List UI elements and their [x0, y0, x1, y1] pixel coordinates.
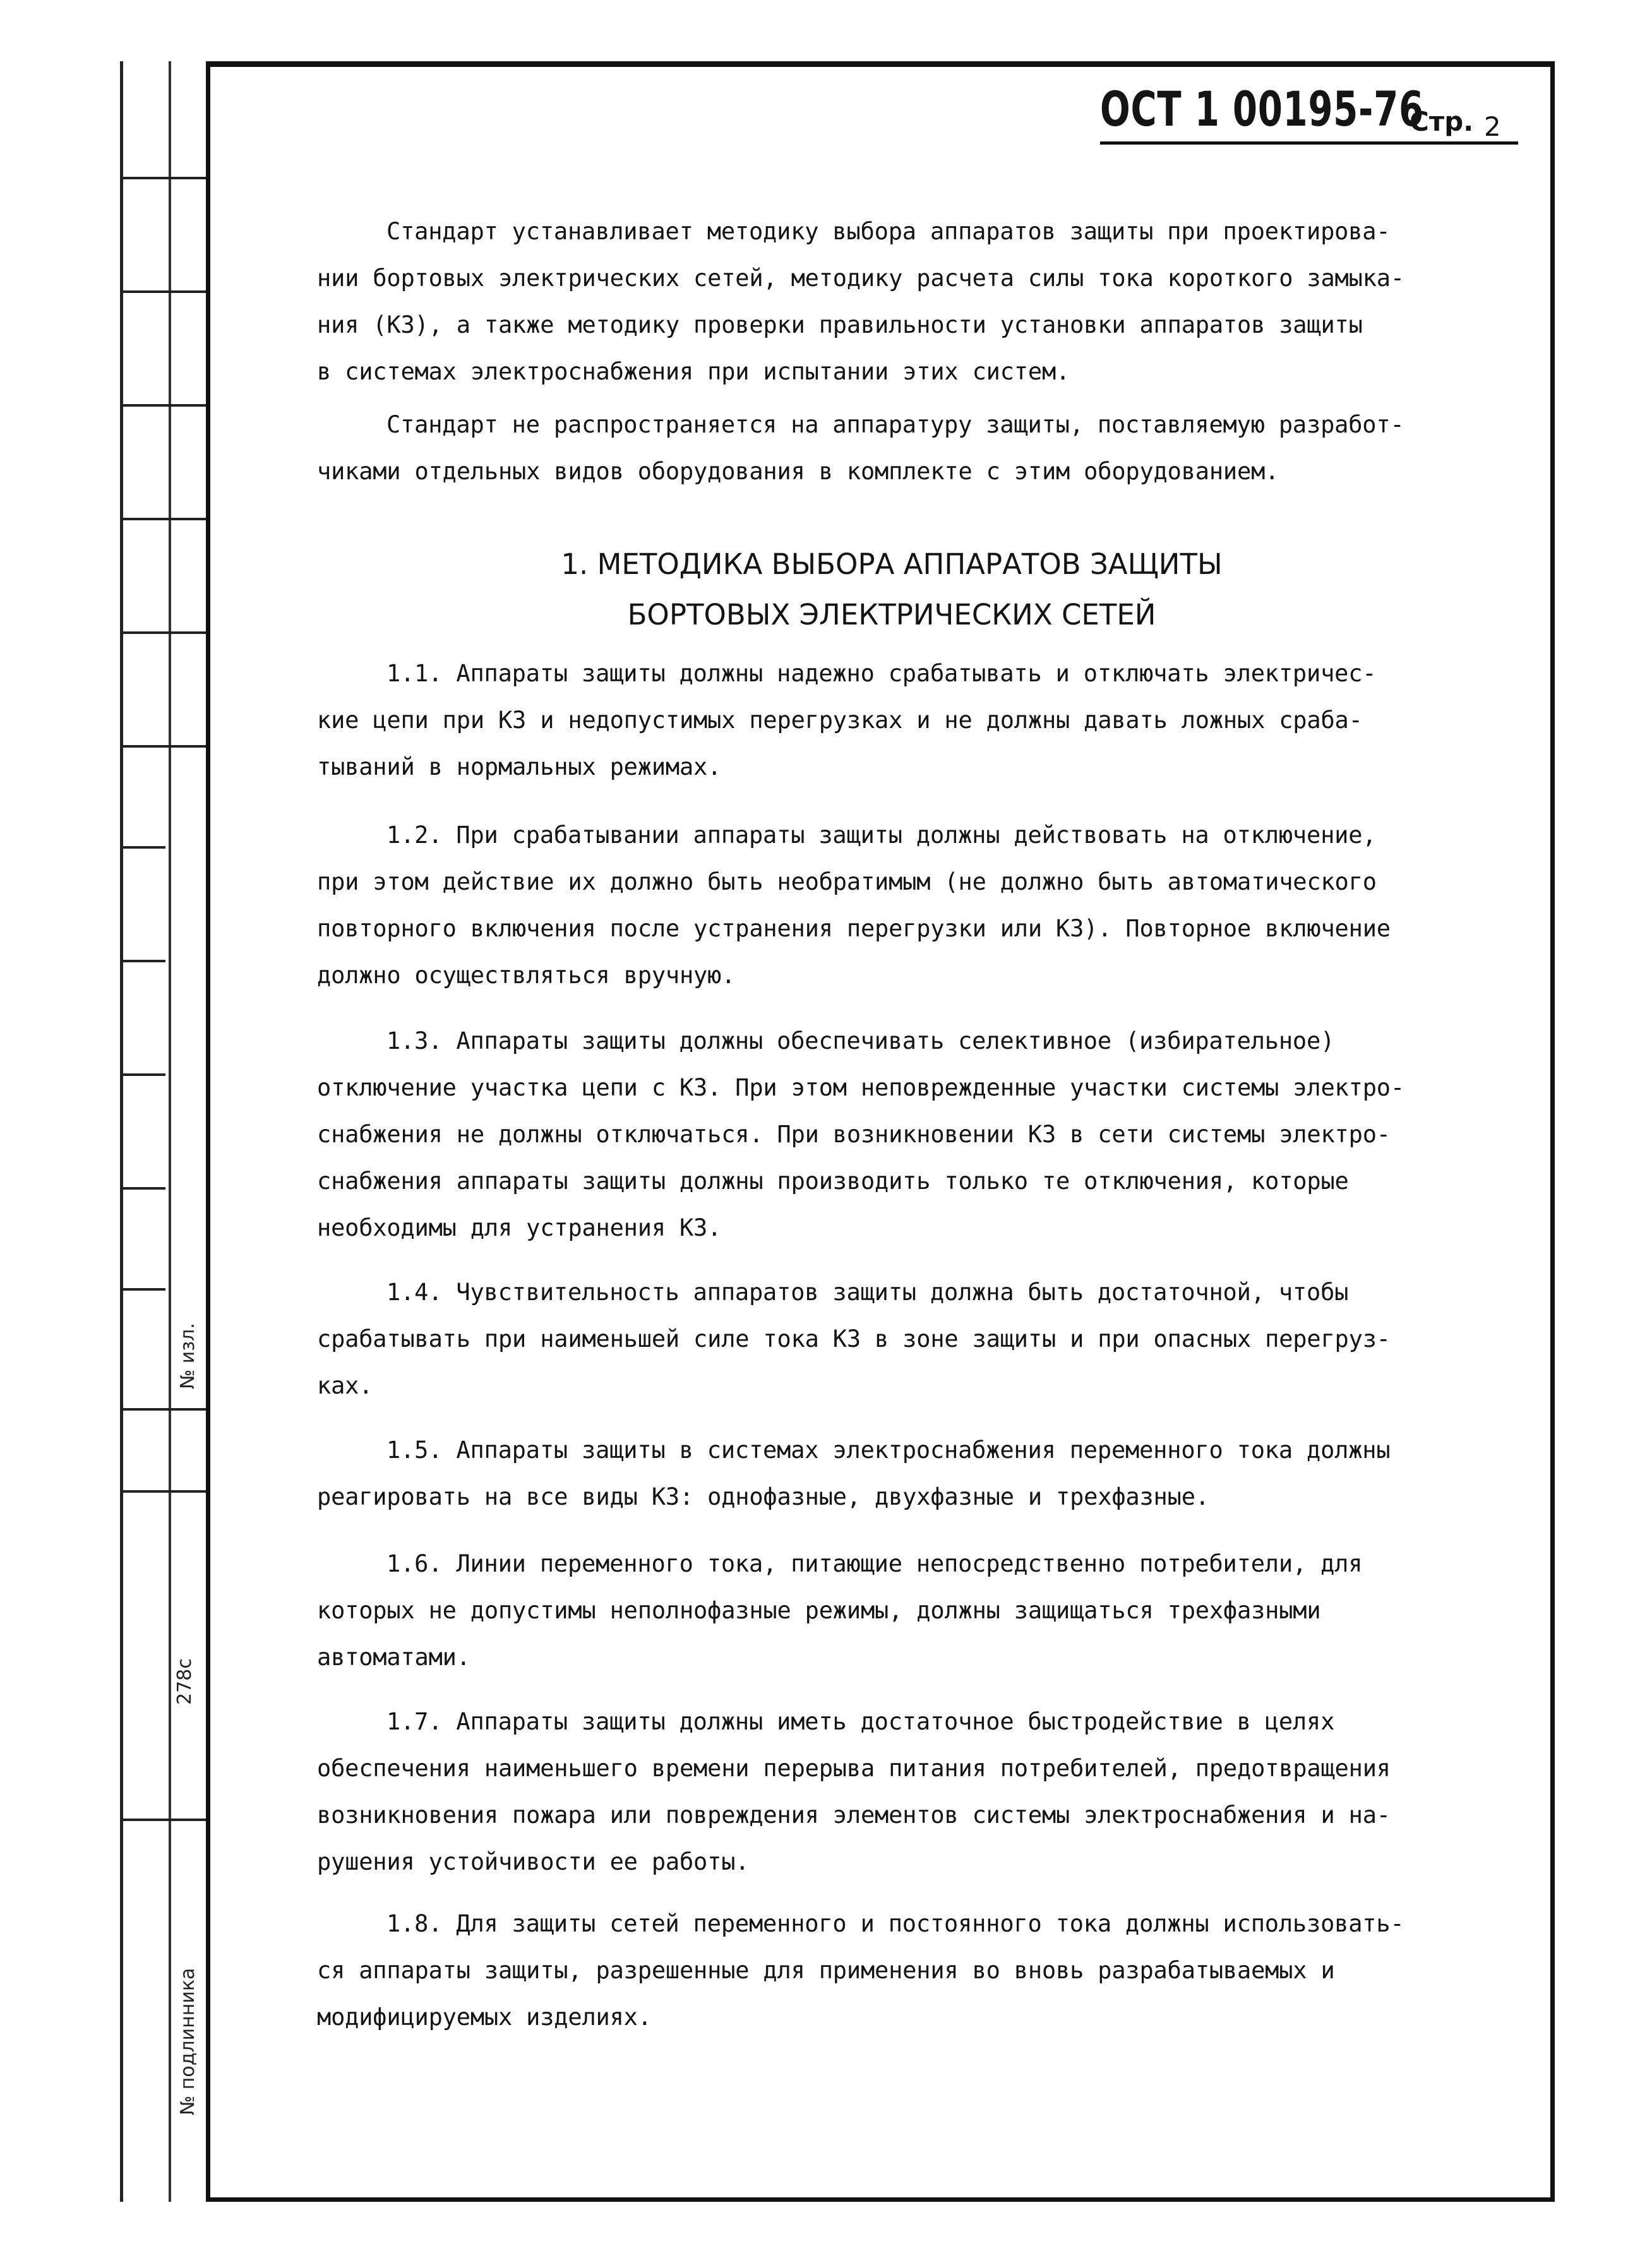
- list-item: 1.3. Аппараты защиты должны обеспечивать селективное (избирательное) отключение участка цепи с КЗ. При этом неповрежденные участки системы электро- снабжения не должны отключаться. При возникновении КЗ в сети системы электро- снабжения аппараты защиты должны производить только те отключения, которые необходимы для устранения КЗ.: [317, 1027, 1404, 1241]
- list-item: 1.8. Для защиты сетей переменного и постоянного тока должны использовать- ся аппараты защиты, разрешенные для применения во вновь разрабатываемых и модифицируемых изделиях.: [317, 1910, 1404, 2031]
- strip-divider: [120, 1073, 165, 1076]
- strip-divider: [120, 1408, 206, 1411]
- section-title-line1: 1. МЕТОДИКА ВЫБОРА АППАРАТОВ ЗАЩИТЫ: [561, 547, 1223, 581]
- strip-divider: [120, 404, 206, 407]
- list-item: 1.4. Чувствительность аппаратов защиты должна быть достаточной, чтобы срабатывать при наименьшей силе тока КЗ в зоне защиты и при опасных перегруз- ках.: [317, 1279, 1391, 1399]
- strip-divider: [120, 1187, 165, 1190]
- section-title-line2: БОРТОВЫХ ЭЛЕКТРИЧЕСКИХ СЕТЕЙ: [627, 598, 1156, 631]
- strip-divider: [120, 846, 165, 849]
- margin-label-number: 278с: [174, 1658, 196, 1705]
- margin-label-original: № подлинника: [177, 1968, 199, 2115]
- strip-divider: [120, 177, 206, 179]
- strip-divider: [120, 1288, 165, 1291]
- strip-divider: [120, 745, 206, 748]
- page-number: 2: [1484, 111, 1501, 142]
- list-item: 1.1. Аппараты защиты должны надежно срабатывать и отключать электричес- кие цепи при КЗ и недопустимых перегрузках и не должны давать ложных сраба- тываний в нормальных режимах.: [317, 660, 1377, 780]
- binding-strip-outer: [120, 61, 171, 2202]
- strip-divider: [120, 518, 206, 520]
- strip-divider: [120, 1490, 206, 1493]
- strip-divider: [120, 631, 206, 634]
- intro-paragraph: Стандарт устанавливает методику выбора аппаратов защиты при проектирова- нии бортовых электрических сетей, методику расчета силы тока короткого замыка- ния (КЗ), а также методику проверки правильности установки аппаратов защиты в системах электроснабжения при испытании этих систем.: [317, 218, 1404, 385]
- section-heading: [317, 539, 1466, 640]
- list-item: 1.2. При срабатывании аппараты защиты должны действовать на отключение, при этом действие их должно быть необратимым (не должно быть автоматического повторного включения после устранения перегрузки или КЗ). Повторное включение должно осуществляться вручную.: [317, 821, 1391, 989]
- page-label: Стр.: [1410, 106, 1474, 137]
- list-item: 1.5. Аппараты защиты в системах электроснабжения переменного тока должны реагировать на все виды КЗ: однофазные, двухфазные и трехфазные.: [317, 1437, 1391, 1510]
- strip-divider: [120, 960, 165, 962]
- margin-label-izl: № изл.: [177, 1323, 199, 1389]
- strip-divider: [120, 290, 206, 293]
- document-header: [1100, 76, 1518, 145]
- binding-strip-inner: [165, 61, 210, 2202]
- list-item: 1.6. Линии переменного тока, питающие непосредственно потребители, для которых не допустимы неполнофазные режимы, должны защищаться трехфазными автоматами.: [317, 1550, 1363, 1671]
- document-code: ОСТ 1 00195-76: [1100, 81, 1424, 137]
- list-item: 1.7. Аппараты защиты должны иметь достаточное быстродействие в целях обеспечения наименьшего времени перерыва питания потребителей, предотвращения возникновения пожара или повреждения элементов системы электроснабжения и на- рушения устойчивости ее работы.: [317, 1708, 1391, 1875]
- intro-paragraph: Стандарт не распространяется на аппаратуру защиты, поставляемую разработ- чиками отдельных видов оборудования в комплекте с этим оборудованием.: [317, 411, 1404, 485]
- strip-divider: [120, 1819, 206, 1821]
